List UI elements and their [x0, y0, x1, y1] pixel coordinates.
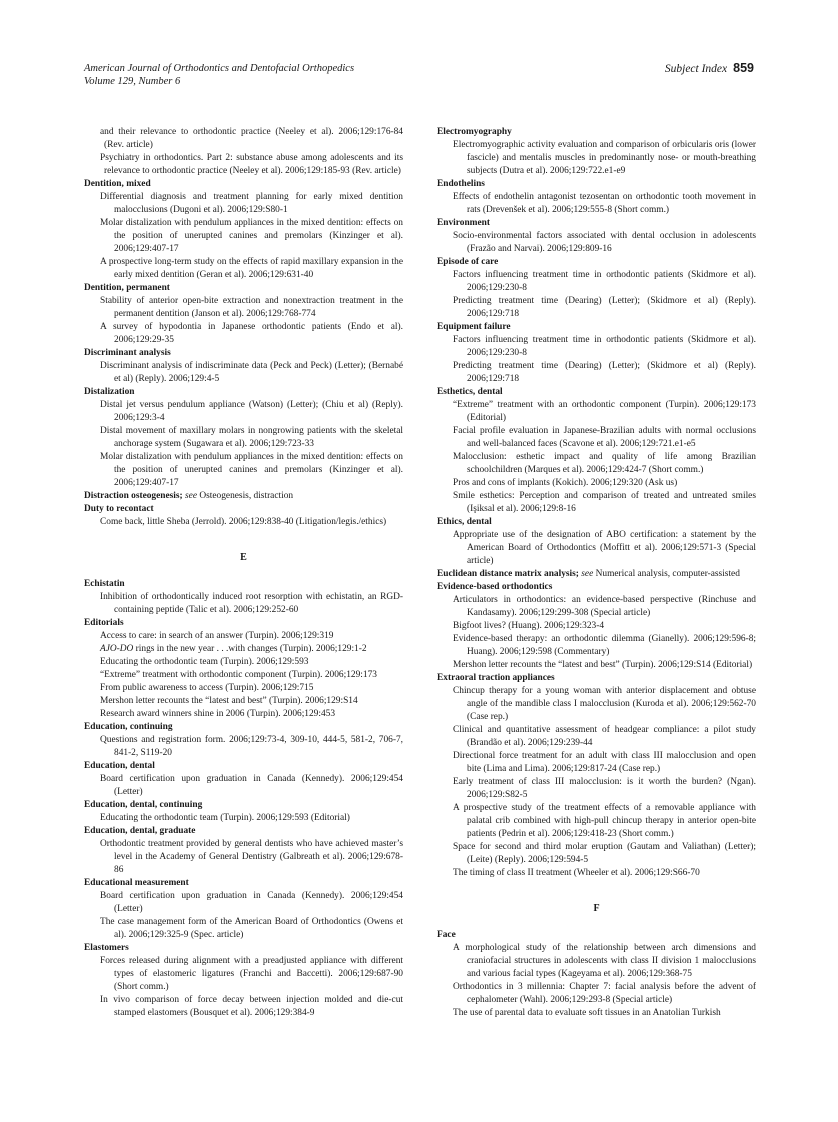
- index-heading-euclidean: Euclidean distance matrix analysis; see Numerical analysis, computer-assisted: [437, 569, 740, 579]
- index-entry: A prospective long-term study on the effects of rapid maxillary expansion in the early mixed dentition (Geran et al). 2006;129:631-40: [100, 257, 403, 280]
- index-heading-environment: Environment: [437, 218, 490, 228]
- left-sections-1: [84, 178, 403, 490]
- index-entry: Appropriate use of the designation of ABO certification: a statement by the American Board of Orthodontics (Moffitt et al). 2006;129:571-3 (Special article): [453, 530, 756, 566]
- index-heading-evidence-based-orthodontics: Evidence-based orthodontics: [437, 582, 553, 592]
- index-heading-extraoral-traction-appliances: Extraoral traction appliances: [437, 673, 555, 683]
- index-entry: Malocclusion: esthetic impact and quality of life among Brazilian schoolchildren (Marques et al). 2006;129:424-7 (Short comm.): [453, 452, 756, 475]
- index-heading-echistatin: Echistatin: [84, 579, 125, 589]
- index-heading-education-dental-graduate: Education, dental, graduate: [84, 826, 196, 836]
- index-entry: Distal movement of maxillary molars in nongrowing patients with the skeletal anchorage system (Sugawara et al). 2006;129:723-33: [100, 426, 403, 449]
- index-entry: Differential diagnosis and treatment planning for early mixed dentition malocclusions (Dugoni et al). 2006;129:S80-1: [100, 192, 403, 215]
- page-number: 859: [733, 61, 754, 75]
- right-sections-3: [437, 929, 756, 1020]
- index-entry: Smile esthetics: Perception and comparison of treated and untreated smiles (Işiksal et al). 2006;129:8-16: [453, 491, 756, 514]
- index-heading-electromyography: Electromyography: [437, 127, 512, 137]
- index-heading-educational-measurement: Educational measurement: [84, 878, 189, 888]
- left-sections-2: [84, 503, 403, 529]
- index-entry: Board certification upon graduation in Canada (Kennedy). 2006;129:454 (Letter): [100, 774, 403, 797]
- index-heading-esthetics-dental: Esthetics, dental: [437, 387, 503, 397]
- index-entry: Inhibition of orthodontically induced root resorption with echistatin, an RGD-containing peptide (Talic et al). 2006;129:252-60: [100, 592, 403, 615]
- index-heading-endothelins: Endothelins: [437, 179, 485, 189]
- index-entry: Effects of endothelin antagonist tezosentan on orthodontic tooth movement in rats (Drevenšek et al). 2006;129:555-8 (Short comm.): [453, 192, 756, 215]
- running-head: [665, 62, 754, 76]
- index-heading-editorials: Editorials: [84, 618, 124, 628]
- index-entry: Molar distalization with pendulum appliances in the mixed dentition: effects on the position of unerupted canines and premolars (Kinzinger et al). 2006;129:407-17: [100, 218, 403, 254]
- index-entry: Psychiatry in orthodontics. Part 2: substance abuse among adolescents and its relevance to orthodontic practice (Neeley et al). 2006;129:185-93 (Rev. article): [100, 153, 403, 176]
- index-entry: Electromyographic activity evaluation and comparison of orbicularis oris (lower fascicle) and mentalis muscles in predominantly nose- or mouth-breathing subjects (Dutra et al). 2006;129:722.e1-e9: [453, 140, 756, 176]
- index-entry: Access to care: in search of an answer (Turpin). 2006;129:319: [100, 631, 334, 641]
- index-entry: From public awareness to access (Turpin). 2006;129:715: [100, 683, 314, 693]
- index-entry: Mershon letter recounts the “latest and best” (Turpin). 2006;129:S14 (Editorial): [453, 660, 753, 670]
- index-entry: Molar distalization with pendulum appliances in the mixed dentition: effects on the position of unerupted canines and premolars (Kinzinger et al). 2006;129:407-17: [100, 452, 403, 488]
- index-entry: Questions and registration form. 2006;129:73-4, 309-10, 444-5, 581-2, 706-7, 841-2, S119-20: [100, 735, 403, 758]
- index-entry: and their relevance to orthodontic practice (Neeley et al). 2006;129:176-84 (Rev. article): [100, 127, 403, 150]
- index-entry: The use of parental data to evaluate soft tissues in an Anatolian Turkish: [453, 1008, 721, 1018]
- index-heading-discriminant-analysis: Discriminant analysis: [84, 348, 171, 358]
- journal-volume: Volume 129, Number 6: [84, 76, 181, 87]
- index-entry: Factors influencing treatment time in orthodontic patients (Skidmore et al). 2006;129:230-8: [453, 335, 756, 358]
- index-heading-education-continuing: Education, continuing: [84, 722, 173, 732]
- index-entry: Predicting treatment time (Dearing) (Letter); (Skidmore et al) (Reply). 2006;129:718: [453, 296, 756, 319]
- index-entry: The case management form of the American Board of Orthodontics (Owens et al). 2006;129:325-9 (Spec. article): [100, 917, 403, 940]
- left-sections-3: [84, 578, 403, 643]
- index-heading-dentition-permanent: Dentition, permanent: [84, 283, 170, 293]
- right-sections-2: [437, 581, 756, 880]
- index-entry: Orthodontics in 3 millennia: Chapter 7: facial analysis before the advent of cephalometer (Wahl). 2006;129:293-8 (Special article): [453, 982, 756, 1005]
- index-entry: Articulators in orthodontics: an evidence-based perspective (Rinchuse and Kandasamy). 2006;129:299-308 (Special article): [453, 595, 756, 618]
- continued-entries: [84, 126, 403, 178]
- left-column: [84, 126, 403, 1020]
- editorials-more: [84, 656, 403, 721]
- index-entry-ajodo: AJO-DO rings in the new year . . .with changes (Turpin). 2006;129:1-2: [100, 644, 367, 654]
- right-sections-1: [437, 126, 756, 568]
- see-target: Numerical analysis, computer-assisted: [595, 569, 740, 579]
- see-reference: see: [581, 569, 594, 579]
- index-entry: Factors influencing treatment time in orthodontic patients (Skidmore et al). 2006;129:230-8: [453, 270, 756, 293]
- section-letter-f: F: [593, 903, 600, 914]
- left-sections-4: [84, 721, 403, 1020]
- index-heading-face: Face: [437, 930, 456, 940]
- index-heading-education-dental: Education, dental: [84, 761, 155, 771]
- index-entry: Socio-environmental factors associated with dental occlusion in adolescents (Frazão and Narvai). 2006;129:809-16: [453, 231, 756, 254]
- index-heading-distraction: Distraction osteogenesis; see Osteogenesis, distraction: [84, 491, 294, 501]
- index-entry: A survey of hypodontia in Japanese orthodontic patients (Endo et al). 2006;129:29-35: [100, 322, 403, 345]
- index-heading-distalization: Distalization: [84, 387, 135, 397]
- journal-citation: [84, 62, 354, 88]
- index-entry: “Extreme” treatment with orthodontic component (Turpin). 2006;129:173: [100, 670, 377, 680]
- index-entry: “Extreme” treatment with an orthodontic component (Turpin). 2006;129:173 (Editorial): [453, 400, 756, 423]
- index-heading-education-dental-continuing: Education, dental, continuing: [84, 800, 203, 810]
- index-entry: Board certification upon graduation in Canada (Kennedy). 2006;129:454 (Letter): [100, 891, 403, 914]
- index-entry: A prospective study of the treatment effects of a removable appliance with palatal crib combined with high-pull chincup therapy in anterior open-bite patients (Pedrin et al). 2006;129:418-23 (Short comm.): [453, 803, 756, 839]
- index-entry: Facial profile evaluation in Japanese-Brazilian adults with normal occlusions and well-balanced faces (Scavone et al). 2006;129:721.e1-e5: [453, 426, 756, 449]
- index-heading-ethics-dental: Ethics, dental: [437, 517, 492, 527]
- index-entry: Come back, little Sheba (Jerrold). 2006;129:838-40 (Litigation/legis./ethics): [100, 517, 387, 527]
- index-entry: The timing of class II treatment (Wheeler et al). 2006;129:S66-70: [453, 868, 700, 878]
- index-heading-episode-of-care: Episode of care: [437, 257, 499, 267]
- index-entry: Evidence-based therapy: an orthodontic dilemma (Gianelly). 2006;129:596-8; Huang). 2006;129:598 (Commentary): [453, 634, 756, 657]
- journal-title: American Journal of Orthodontics and Dentofacial Orthopedics: [84, 63, 355, 74]
- index-entry: Distal jet versus pendulum appliance (Watson) (Letter); (Chiu et al) (Reply). 2006;129:3-4: [100, 400, 403, 423]
- index-heading-duty-to-recontact: Duty to recontact: [84, 504, 154, 514]
- see-target: Osteogenesis, distraction: [199, 491, 294, 501]
- index-entry: Orthodontic treatment provided by general dentists who have achieved master’s level in the Academy of General Dentistry (Galbreath et al). 2006;129:678-86: [100, 839, 403, 875]
- index-entry: A morphological study of the relationship between arch dimensions and craniofacial structures in adolescents with class II division 1 malocclusions and various facial types (Kageyama et al). 2006;129:368-75: [453, 943, 756, 979]
- right-column: [437, 126, 756, 1020]
- index-entry: Stability of anterior open-bite extraction and nonextraction treatment in the permanent dentition (Janson et al). 2006;129:768-774: [100, 296, 403, 319]
- index-entry: Early treatment of class III malocclusion: is it worth the burden? (Ngan). 2006;129:S82-5: [453, 777, 756, 800]
- index-entry: Forces released during alignment with a preadjusted appliance with different types of elastomeric ligatures (Franchi and Baccetti). 2006;129:687-90 (Short comm.): [100, 956, 403, 992]
- index-heading-equipment-failure: Equipment failure: [437, 322, 511, 332]
- index-entry: Predicting treatment time (Dearing) (Letter); (Skidmore et al) (Reply). 2006;129:718: [453, 361, 756, 384]
- index-entry: Chincup therapy for a young woman with anterior displacement and obtuse angle of the mandible class I malocclusion (Kuroda et al). 2006;129:562-70 (Case rep.): [453, 686, 756, 722]
- index-entry: Space for second and third molar eruption (Gautam and Valiathan) (Letter); (Leite) (Reply). 2006;129:594-5: [453, 842, 756, 865]
- index-entry: Clinical and quantitative assessment of headgear compliance: a pilot study (Brandão et al). 2006;129:239-44: [453, 725, 756, 748]
- section-letter-e: E: [240, 552, 247, 563]
- index-heading-elastomers: Elastomers: [84, 943, 129, 953]
- see-reference: see: [185, 491, 198, 501]
- index-entry: Bigfoot lives? (Huang). 2006;129:323-4: [453, 621, 605, 631]
- index-entry: Directional force treatment for an adult with class III malocclusion and open bite (Lima and Lima). 2006;129:817-24 (Case rep.): [453, 751, 756, 774]
- page-header: [84, 62, 754, 94]
- index-entry: Educating the orthodontic team (Turpin). 2006;129:593 (Editorial): [100, 813, 350, 823]
- index-heading-dentition-mixed: Dentition, mixed: [84, 179, 151, 189]
- index-entry: Pros and cons of implants (Kokich). 2006;129:320 (Ask us): [453, 478, 678, 488]
- subject-index-label: Subject Index: [664, 63, 728, 75]
- index-entry: In vivo comparison of force decay between injection molded and die-cut stamped elastomers (Bousquet et al). 2006;129:384-9: [100, 995, 403, 1018]
- index-entry: Research award winners shine in 2006 (Turpin). 2006;129:453: [100, 709, 336, 719]
- index-entry: Mershon letter recounts the “latest and best” (Turpin). 2006;129:S14: [100, 696, 358, 706]
- index-entry: Discriminant analysis of indiscriminate data (Peck and Peck) (Letter); (Bernabé et al) (Reply). 2006;129:4-5: [100, 361, 403, 384]
- index-entry: Educating the orthodontic team (Turpin). 2006;129:593: [100, 657, 309, 667]
